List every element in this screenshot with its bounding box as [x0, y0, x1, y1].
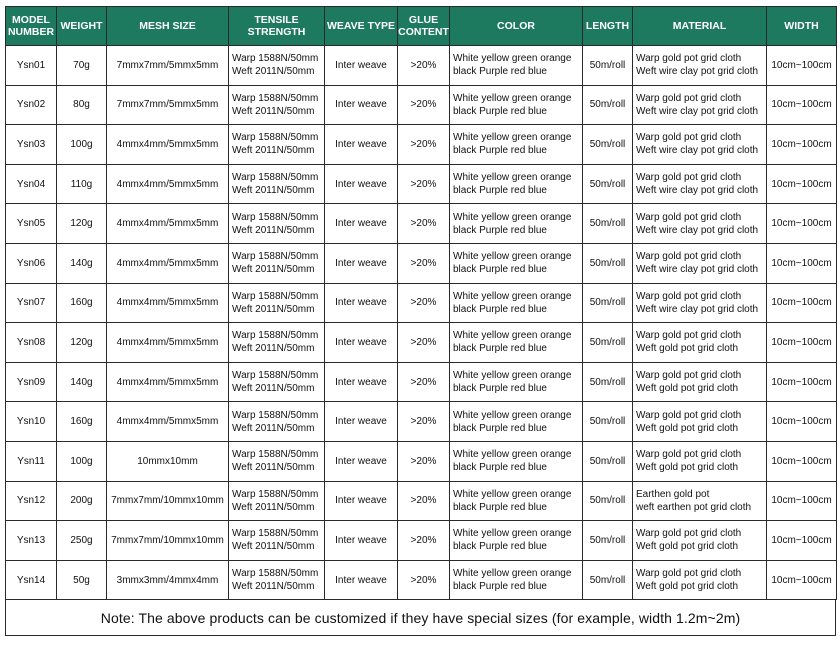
cell-length: 50m/roll — [583, 46, 633, 86]
cell-model-number: Ysn01 — [6, 46, 57, 86]
color-line-1: White yellow green orange — [453, 409, 572, 421]
cell-weave-type: Inter weave — [325, 125, 398, 165]
cell-glue-content: >20% — [398, 283, 450, 323]
color-line-2: black Purple red blue — [453, 462, 547, 474]
tensile-strength-line-1: Warp 1588N/50mm — [232, 488, 319, 500]
cell-length: 50m/roll — [583, 521, 633, 561]
table-row — [6, 283, 837, 323]
cell-width: 10cm~100cm — [767, 243, 837, 283]
color-line-2: black Purple red blue — [453, 581, 547, 593]
material-line-1: Warp gold pot grid cloth — [636, 528, 742, 540]
cell-mesh-size: 4mmx4mm/5mmx5mm — [107, 125, 229, 165]
cell-width: 10cm~100cm — [767, 283, 837, 323]
material-line-1: Warp gold pot grid cloth — [636, 449, 742, 461]
table-row — [6, 46, 837, 86]
cell-tensile-strength — [229, 125, 325, 165]
cell-width: 10cm~100cm — [767, 85, 837, 125]
cell-model-number: Ysn03 — [6, 125, 57, 165]
material-line-2: Weft gold pot grid cloth — [636, 343, 739, 355]
cell-glue-content: >20% — [398, 402, 450, 442]
material-line-1: Warp gold pot grid cloth — [636, 568, 742, 580]
color-line-1: White yellow green orange — [453, 528, 572, 540]
cell-material — [633, 441, 767, 481]
table-header — [6, 7, 837, 46]
cell-weight: 250g — [57, 521, 107, 561]
color-line-2: black Purple red blue — [453, 145, 547, 157]
cell-tensile-strength — [229, 164, 325, 204]
color-line-2: black Purple red blue — [453, 541, 547, 553]
header-row — [6, 7, 837, 46]
tensile-strength-line-2: Weft 2011N/50mm — [232, 581, 315, 593]
cell-weight: 120g — [57, 323, 107, 363]
tensile-strength-line-2: Weft 2011N/50mm — [232, 462, 315, 474]
tensile-strength-line-1: Warp 1588N/50mm — [232, 53, 319, 65]
cell-weight: 160g — [57, 283, 107, 323]
material-line-2: Weft wire clay pot grid cloth — [636, 224, 759, 236]
cell-weave-type: Inter weave — [325, 323, 398, 363]
cell-model-number: Ysn11 — [6, 441, 57, 481]
cell-tensile-strength — [229, 204, 325, 244]
color-line-1: White yellow green orange — [453, 449, 572, 461]
cell-glue-content: >20% — [398, 521, 450, 561]
cell-mesh-size: 3mmx3mm/4mmx4mm — [107, 560, 229, 600]
cell-weight: 100g — [57, 441, 107, 481]
cell-weave-type: Inter weave — [325, 441, 398, 481]
cell-material — [633, 560, 767, 600]
cell-length: 50m/roll — [583, 243, 633, 283]
cell-weight: 50g — [57, 560, 107, 600]
cell-model-number: Ysn06 — [6, 243, 57, 283]
cell-tensile-strength — [229, 46, 325, 86]
material-line-1: Warp gold pot grid cloth — [636, 132, 742, 144]
cell-width: 10cm~100cm — [767, 402, 837, 442]
table-row — [6, 441, 837, 481]
cell-model-number: Ysn02 — [6, 85, 57, 125]
cell-glue-content: >20% — [398, 243, 450, 283]
cell-glue-content: >20% — [398, 362, 450, 402]
cell-weave-type: Inter weave — [325, 481, 398, 521]
header-mesh-size: MESH SIZE — [107, 7, 229, 46]
table-row — [6, 164, 837, 204]
cell-width: 10cm~100cm — [767, 481, 837, 521]
color-line-1: White yellow green orange — [453, 92, 572, 104]
header-weight: WEIGHT — [57, 7, 107, 46]
cell-color — [450, 283, 583, 323]
color-line-2: black Purple red blue — [453, 383, 547, 395]
cell-model-number: Ysn05 — [6, 204, 57, 244]
cell-material — [633, 125, 767, 165]
tensile-strength-line-1: Warp 1588N/50mm — [232, 330, 319, 342]
color-line-2: black Purple red blue — [453, 422, 547, 434]
tensile-strength-line-1: Warp 1588N/50mm — [232, 568, 319, 580]
material-line-1: Warp gold pot grid cloth — [636, 211, 742, 223]
cell-mesh-size: 4mmx4mm/5mmx5mm — [107, 164, 229, 204]
table-body — [6, 46, 837, 600]
color-line-1: White yellow green orange — [453, 251, 572, 263]
cell-width: 10cm~100cm — [767, 441, 837, 481]
cell-mesh-size: 7mmx7mm/10mmx10mm — [107, 481, 229, 521]
cell-color — [450, 521, 583, 561]
table-row — [6, 204, 837, 244]
material-line-1: Earthen gold pot — [636, 488, 710, 500]
cell-glue-content: >20% — [398, 323, 450, 363]
cell-weave-type: Inter weave — [325, 402, 398, 442]
tensile-strength-line-1: Warp 1588N/50mm — [232, 172, 319, 184]
cell-length: 50m/roll — [583, 560, 633, 600]
cell-tensile-strength — [229, 560, 325, 600]
cell-material — [633, 481, 767, 521]
cell-mesh-size: 7mmx7mm/10mmx10mm — [107, 521, 229, 561]
table-row — [6, 481, 837, 521]
cell-color — [450, 481, 583, 521]
cell-model-number: Ysn12 — [6, 481, 57, 521]
tensile-strength-line-2: Weft 2011N/50mm — [232, 185, 315, 197]
cell-model-number: Ysn14 — [6, 560, 57, 600]
spec-table-container — [5, 6, 836, 636]
table-row — [6, 85, 837, 125]
color-line-2: black Purple red blue — [453, 264, 547, 276]
cell-weight: 200g — [57, 481, 107, 521]
cell-width: 10cm~100cm — [767, 323, 837, 363]
cell-mesh-size: 10mmx10mm — [107, 441, 229, 481]
cell-width: 10cm~100cm — [767, 521, 837, 561]
color-line-2: black Purple red blue — [453, 105, 547, 117]
material-line-2: Weft gold pot grid cloth — [636, 462, 739, 474]
cell-glue-content: >20% — [398, 560, 450, 600]
cell-weight: 160g — [57, 402, 107, 442]
cell-model-number: Ysn09 — [6, 362, 57, 402]
cell-weight: 140g — [57, 362, 107, 402]
tensile-strength-line-1: Warp 1588N/50mm — [232, 528, 319, 540]
cell-width: 10cm~100cm — [767, 204, 837, 244]
cell-tensile-strength — [229, 402, 325, 442]
cell-mesh-size: 7mmx7mm/5mmx5mm — [107, 85, 229, 125]
table-row — [6, 402, 837, 442]
color-line-1: White yellow green orange — [453, 132, 572, 144]
cell-weave-type: Inter weave — [325, 204, 398, 244]
color-line-1: White yellow green orange — [453, 53, 572, 65]
material-line-1: Warp gold pot grid cloth — [636, 409, 742, 421]
tensile-strength-line-1: Warp 1588N/50mm — [232, 251, 319, 263]
cell-tensile-strength — [229, 521, 325, 561]
cell-model-number: Ysn13 — [6, 521, 57, 561]
cell-tensile-strength — [229, 323, 325, 363]
table-row — [6, 521, 837, 561]
cell-color — [450, 85, 583, 125]
material-line-1: Warp gold pot grid cloth — [636, 330, 742, 342]
material-line-1: Warp gold pot grid cloth — [636, 290, 742, 302]
tensile-strength-line-1: Warp 1588N/50mm — [232, 92, 319, 104]
cell-model-number: Ysn04 — [6, 164, 57, 204]
cell-material — [633, 164, 767, 204]
tensile-strength-line-2: Weft 2011N/50mm — [232, 541, 315, 553]
tensile-strength-line-1: Warp 1588N/50mm — [232, 211, 319, 223]
cell-weave-type: Inter weave — [325, 362, 398, 402]
cell-color — [450, 204, 583, 244]
cell-tensile-strength — [229, 481, 325, 521]
cell-material — [633, 204, 767, 244]
color-line-2: black Purple red blue — [453, 224, 547, 236]
cell-mesh-size: 4mmx4mm/5mmx5mm — [107, 243, 229, 283]
material-line-2: Weft gold pot grid cloth — [636, 581, 739, 593]
product-spec-table — [5, 6, 837, 600]
material-line-2: weft earthen pot grid cloth — [636, 501, 752, 513]
material-line-2: Weft wire clay pot grid cloth — [636, 264, 759, 276]
material-line-1: Warp gold pot grid cloth — [636, 370, 742, 382]
tensile-strength-line-2: Weft 2011N/50mm — [232, 343, 315, 355]
cell-weight: 120g — [57, 204, 107, 244]
header-length: LENGTH — [583, 7, 633, 46]
color-line-1: White yellow green orange — [453, 290, 572, 302]
header-width: WIDTH — [767, 7, 837, 46]
color-line-1: White yellow green orange — [453, 370, 572, 382]
cell-weave-type: Inter weave — [325, 560, 398, 600]
cell-color — [450, 402, 583, 442]
cell-length: 50m/roll — [583, 323, 633, 363]
tensile-strength-line-2: Weft 2011N/50mm — [232, 501, 315, 513]
cell-material — [633, 402, 767, 442]
color-line-2: black Purple red blue — [453, 66, 547, 78]
cell-mesh-size: 4mmx4mm/5mmx5mm — [107, 362, 229, 402]
color-line-1: White yellow green orange — [453, 211, 572, 223]
cell-tensile-strength — [229, 85, 325, 125]
cell-material — [633, 362, 767, 402]
color-line-1: White yellow green orange — [453, 488, 572, 500]
cell-weave-type: Inter weave — [325, 164, 398, 204]
material-line-2: Weft wire clay pot grid cloth — [636, 66, 759, 78]
cell-tensile-strength — [229, 243, 325, 283]
cell-color — [450, 362, 583, 402]
color-line-2: black Purple red blue — [453, 501, 547, 513]
cell-weight: 100g — [57, 125, 107, 165]
cell-length: 50m/roll — [583, 362, 633, 402]
cell-color — [450, 164, 583, 204]
header-weave-type: WEAVE TYPE — [325, 7, 398, 46]
cell-length: 50m/roll — [583, 164, 633, 204]
cell-weave-type: Inter weave — [325, 85, 398, 125]
cell-color — [450, 323, 583, 363]
material-line-2: Weft wire clay pot grid cloth — [636, 145, 759, 157]
cell-glue-content: >20% — [398, 125, 450, 165]
material-line-2: Weft gold pot grid cloth — [636, 422, 739, 434]
cell-glue-content: >20% — [398, 46, 450, 86]
tensile-strength-line-2: Weft 2011N/50mm — [232, 264, 315, 276]
header-glue-content: GLUE CONTENT — [398, 7, 450, 46]
material-line-2: Weft gold pot grid cloth — [636, 383, 739, 395]
tensile-strength-line-2: Weft 2011N/50mm — [232, 145, 315, 157]
color-line-1: White yellow green orange — [453, 330, 572, 342]
material-line-1: Warp gold pot grid cloth — [636, 53, 742, 65]
cell-weave-type: Inter weave — [325, 283, 398, 323]
cell-color — [450, 441, 583, 481]
cell-glue-content: >20% — [398, 204, 450, 244]
tensile-strength-line-2: Weft 2011N/50mm — [232, 422, 315, 434]
cell-mesh-size: 4mmx4mm/5mmx5mm — [107, 323, 229, 363]
cell-color — [450, 243, 583, 283]
cell-length: 50m/roll — [583, 402, 633, 442]
color-line-2: black Purple red blue — [453, 343, 547, 355]
cell-color — [450, 560, 583, 600]
header-color: COLOR — [450, 7, 583, 46]
cell-width: 10cm~100cm — [767, 46, 837, 86]
cell-model-number: Ysn10 — [6, 402, 57, 442]
cell-model-number: Ysn08 — [6, 323, 57, 363]
cell-length: 50m/roll — [583, 125, 633, 165]
table-row — [6, 125, 837, 165]
cell-weight: 80g — [57, 85, 107, 125]
material-line-1: Warp gold pot grid cloth — [636, 92, 742, 104]
material-line-1: Warp gold pot grid cloth — [636, 172, 742, 184]
cell-glue-content: >20% — [398, 85, 450, 125]
cell-tensile-strength — [229, 283, 325, 323]
tensile-strength-line-1: Warp 1588N/50mm — [232, 290, 319, 302]
table-row — [6, 362, 837, 402]
table-row — [6, 323, 837, 363]
cell-width: 10cm~100cm — [767, 560, 837, 600]
tensile-strength-line-1: Warp 1588N/50mm — [232, 449, 319, 461]
tensile-strength-line-2: Weft 2011N/50mm — [232, 383, 315, 395]
tensile-strength-line-1: Warp 1588N/50mm — [232, 409, 319, 421]
tensile-strength-line-2: Weft 2011N/50mm — [232, 66, 315, 78]
material-line-2: Weft wire clay pot grid cloth — [636, 303, 759, 315]
cell-tensile-strength — [229, 362, 325, 402]
cell-glue-content: >20% — [398, 441, 450, 481]
cell-weave-type: Inter weave — [325, 521, 398, 561]
cell-weight: 140g — [57, 243, 107, 283]
header-model-number: MODEL NUMBER — [6, 7, 57, 46]
table-row — [6, 243, 837, 283]
cell-weave-type: Inter weave — [325, 243, 398, 283]
cell-material — [633, 46, 767, 86]
cell-material — [633, 521, 767, 561]
tensile-strength-line-1: Warp 1588N/50mm — [232, 370, 319, 382]
table-row — [6, 560, 837, 600]
cell-color — [450, 46, 583, 86]
cell-width: 10cm~100cm — [767, 125, 837, 165]
cell-weight: 70g — [57, 46, 107, 86]
material-line-2: Weft wire clay pot grid cloth — [636, 185, 759, 197]
color-line-2: black Purple red blue — [453, 185, 547, 197]
color-line-1: White yellow green orange — [453, 172, 572, 184]
header-material: MATERIAL — [633, 7, 767, 46]
tensile-strength-line-2: Weft 2011N/50mm — [232, 105, 315, 117]
color-line-1: White yellow green orange — [453, 568, 572, 580]
color-line-2: black Purple red blue — [453, 303, 547, 315]
header-tensile-strength: TENSILE STRENGTH — [229, 7, 325, 46]
tensile-strength-line-2: Weft 2011N/50mm — [232, 303, 315, 315]
cell-material — [633, 283, 767, 323]
cell-glue-content: >20% — [398, 164, 450, 204]
cell-weave-type: Inter weave — [325, 46, 398, 86]
material-line-2: Weft gold pot grid cloth — [636, 541, 739, 553]
cell-material — [633, 85, 767, 125]
material-line-2: Weft wire clay pot grid cloth — [636, 105, 759, 117]
cell-length: 50m/roll — [583, 481, 633, 521]
footnote: Note: The above products can be customized if they have special sizes (for example, width 1.2m~2m) — [5, 600, 836, 636]
cell-tensile-strength — [229, 441, 325, 481]
cell-mesh-size: 7mmx7mm/5mmx5mm — [107, 46, 229, 86]
cell-length: 50m/roll — [583, 204, 633, 244]
cell-length: 50m/roll — [583, 441, 633, 481]
cell-weight: 110g — [57, 164, 107, 204]
cell-mesh-size: 4mmx4mm/5mmx5mm — [107, 283, 229, 323]
cell-length: 50m/roll — [583, 283, 633, 323]
cell-material — [633, 323, 767, 363]
cell-width: 10cm~100cm — [767, 164, 837, 204]
tensile-strength-line-1: Warp 1588N/50mm — [232, 132, 319, 144]
cell-color — [450, 125, 583, 165]
cell-material — [633, 243, 767, 283]
cell-mesh-size: 4mmx4mm/5mmx5mm — [107, 204, 229, 244]
cell-mesh-size: 4mmx4mm/5mmx5mm — [107, 402, 229, 442]
cell-width: 10cm~100cm — [767, 362, 837, 402]
material-line-1: Warp gold pot grid cloth — [636, 251, 742, 263]
cell-glue-content: >20% — [398, 481, 450, 521]
cell-model-number: Ysn07 — [6, 283, 57, 323]
cell-length: 50m/roll — [583, 85, 633, 125]
tensile-strength-line-2: Weft 2011N/50mm — [232, 224, 315, 236]
